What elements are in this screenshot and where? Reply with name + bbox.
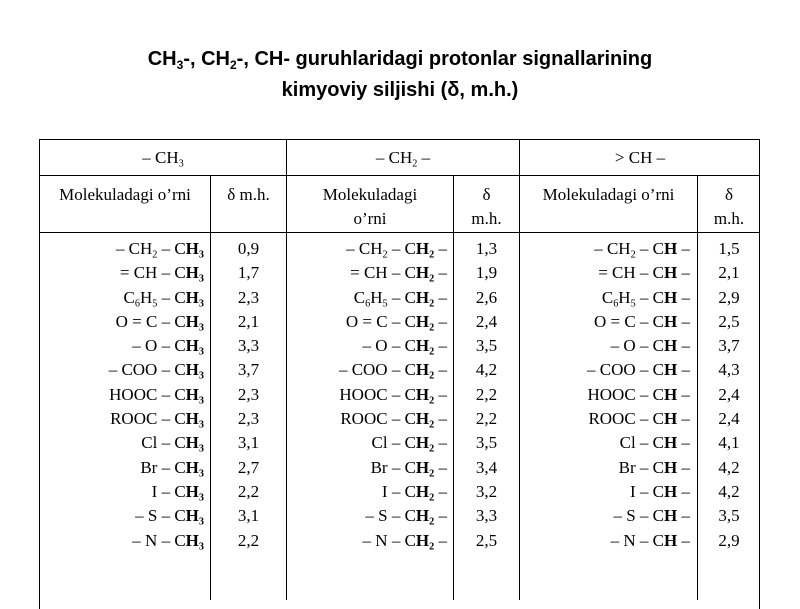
formula-part: H (370, 287, 383, 307)
subheader-ch-shift (698, 183, 760, 231)
ch3-position-row (40, 261, 204, 285)
formula-proton: H (664, 263, 678, 283)
formula-part: – (434, 506, 447, 526)
subheader-ch-position: Molekuladagi o’rni (542, 185, 675, 204)
ch3-position-row (40, 431, 204, 455)
formula-subscript: 2 (630, 249, 636, 261)
formula-proton: H (415, 384, 430, 404)
header-ch-base: > CH – (614, 148, 666, 167)
formula-proton: H (415, 336, 430, 356)
header-ch2-base: – CH (375, 148, 413, 167)
formula-proton: H (415, 239, 430, 258)
ch3-shift-value: 3,1 (237, 506, 260, 526)
formula-proton: H (664, 336, 678, 356)
formula-part: – (434, 457, 447, 477)
formula-proton: H (185, 409, 199, 429)
formula-part: Br – C (618, 457, 665, 477)
header-ch2-sub: 2 (412, 158, 418, 170)
ch3-shift-value: 3,3 (237, 336, 260, 356)
formula-proton: H (415, 457, 430, 477)
formula-proton: H (664, 239, 678, 258)
ch2-position-row (287, 407, 447, 431)
ch-shift-list (698, 237, 760, 553)
ch2-position-row (287, 237, 447, 261)
ch2-position-row (287, 504, 447, 528)
title-rest: -, CH- guruhlaridagi protonlar signallarining (236, 48, 653, 70)
formula-proton-subscript: 2 (429, 273, 435, 285)
formula-part: – (677, 457, 690, 477)
formula-part: Cl – C (619, 433, 665, 453)
ch3-position-row (40, 456, 204, 480)
formula-proton-subscript: 3 (198, 346, 204, 358)
formula-part: – (434, 287, 447, 307)
ch-shift-value: 2,4 (718, 409, 740, 429)
formula-subscript: 2 (382, 249, 388, 261)
ch3-shift-value: 2,3 (237, 287, 260, 307)
ch-shift-value: 2,4 (718, 384, 740, 404)
formula-part: – (677, 433, 690, 453)
formula-proton: H (185, 433, 199, 453)
formula-proton: H (185, 287, 199, 307)
table-rule-subheader (39, 232, 760, 233)
subheader-ch2-position-l2: o’rni (353, 209, 387, 228)
title-ch3-sub: 3 (176, 58, 184, 73)
formula-part: – S – C (613, 506, 665, 526)
formula-proton-subscript: 3 (198, 322, 204, 334)
ch-position-row (520, 504, 690, 528)
page-title (0, 44, 800, 106)
ch-position-row (520, 480, 690, 504)
subheader-ch-shift-l2: m.h. (713, 209, 745, 228)
formula-part: – (434, 239, 447, 258)
ch-position-row (520, 261, 690, 285)
formula-proton: H (415, 409, 430, 429)
formula-part: – N – C (132, 530, 186, 550)
subheader-ch2-shift (454, 183, 519, 231)
formula-part: – CH (346, 239, 383, 258)
ch2-position-row (287, 286, 447, 310)
formula-part: – N – C (362, 530, 416, 550)
formula-proton: H (415, 287, 430, 307)
ch3-position-row (40, 504, 204, 528)
formula-proton: H (415, 530, 430, 550)
ch3-shift-value: 2,7 (237, 457, 260, 477)
formula-part: – (677, 239, 690, 258)
subheader-ch3-shift: δ m.h. (227, 185, 270, 204)
ch3-position-row (40, 310, 204, 334)
formula-proton-subscript: 3 (198, 468, 204, 480)
formula-part: = CH – C (119, 263, 186, 283)
ch3-shift-value: 2,2 (237, 530, 260, 550)
formula-proton-subscript: 2 (429, 371, 435, 383)
formula-part: ROOC – C (588, 409, 665, 429)
ch2-position-row (287, 383, 447, 407)
formula-part: – (677, 530, 690, 550)
formula-part: Cl – C (371, 433, 416, 453)
ch-position-row (520, 407, 690, 431)
ch-shift-value: 2,9 (718, 287, 740, 307)
formula-part: H (139, 287, 153, 307)
formula-part: – (677, 287, 690, 307)
table-rule-header (39, 175, 760, 176)
formula-part: ROOC – C (110, 409, 186, 429)
ch3-position-row (40, 334, 204, 358)
ch-shift-value: 4,1 (718, 433, 740, 453)
ch-position-row (520, 358, 690, 382)
formula-part: – (434, 409, 447, 429)
ch-shift-value: 3,7 (718, 336, 740, 356)
formula-part: I – C (381, 481, 416, 501)
formula-part: HOOC – C (587, 384, 665, 404)
formula-proton: H (185, 384, 199, 404)
formula-part: – C (387, 287, 416, 307)
formula-proton: H (185, 239, 199, 258)
formula-proton-subscript: 2 (429, 516, 435, 528)
ch2-position-row (287, 358, 447, 382)
ch2-shift-value: 2,6 (475, 287, 498, 307)
ch3-position-row (40, 383, 204, 407)
header-ch3 (40, 148, 286, 168)
header-ch2 (287, 148, 519, 168)
formula-proton-subscript: 3 (198, 516, 204, 528)
formula-proton: H (664, 287, 678, 307)
formula-part: – S – C (135, 506, 186, 526)
formula-subscript: 5 (382, 298, 388, 310)
ch-shift-value: 2,1 (718, 263, 740, 283)
subheader-ch2-position (287, 183, 453, 231)
formula-part: – CH (594, 239, 631, 258)
formula-part: O = C – C (345, 311, 416, 331)
ch-position-row (520, 334, 690, 358)
ch2-shift-value: 2,2 (475, 384, 498, 404)
formula-subscript: 6 (134, 298, 140, 310)
formula-subscript: 6 (365, 298, 371, 310)
formula-part: ROOC – C (340, 409, 416, 429)
ch-shift-value: 4,2 (718, 457, 740, 477)
formula-proton: H (185, 530, 199, 550)
formula-proton: H (415, 263, 430, 283)
formula-part: I – C (151, 481, 186, 501)
formula-part: – C (157, 287, 186, 307)
formula-part: H (618, 287, 631, 307)
ch2-shift-value: 1,3 (475, 239, 498, 258)
ch3-shift-value: 2,3 (237, 384, 260, 404)
formula-part: C (123, 287, 135, 307)
formula-proton-subscript: 2 (429, 395, 435, 407)
formula-part: – S – C (365, 506, 416, 526)
ch-position-row (520, 383, 690, 407)
formula-proton-subscript: 3 (198, 371, 204, 383)
formula-proton: H (185, 506, 199, 526)
ch2-position-row (287, 310, 447, 334)
formula-proton: H (415, 433, 430, 453)
formula-part: – COO – C (108, 360, 186, 380)
formula-part: – (434, 263, 447, 283)
formula-part: – (434, 481, 447, 501)
formula-proton: H (664, 433, 678, 453)
ch2-shift-value: 2,2 (475, 409, 498, 429)
subheader-ch2-shift-l1: δ (482, 185, 491, 204)
formula-part: – (677, 263, 690, 283)
formula-proton: H (664, 360, 678, 380)
header-ch (520, 148, 760, 168)
formula-proton-subscript: 2 (429, 419, 435, 431)
formula-part: O = C – C (115, 311, 186, 331)
formula-proton-subscript: 2 (429, 443, 435, 455)
formula-part: HOOC – C (109, 384, 186, 404)
formula-proton-subscript: 3 (198, 273, 204, 285)
ch2-position-list (287, 237, 447, 553)
formula-proton-subscript: 2 (429, 541, 435, 553)
ch2-shift-value: 3,3 (475, 506, 498, 526)
formula-proton: H (185, 360, 199, 380)
subheader-ch-shift-l1: δ (724, 185, 733, 204)
formula-proton: H (415, 360, 430, 380)
ch2-position-row (287, 261, 447, 285)
formula-proton: H (415, 311, 430, 331)
ch-shift-value: 2,5 (718, 311, 740, 331)
header-ch2-post: – (417, 148, 431, 167)
ch2-shift-value: 3,2 (475, 481, 498, 501)
formula-subscript: 2 (152, 249, 158, 261)
formula-proton-subscript: 3 (198, 419, 204, 431)
formula-proton-subscript: 2 (429, 322, 435, 334)
ch-position-list (520, 237, 690, 553)
formula-proton: H (415, 506, 430, 526)
ch2-position-row (287, 480, 447, 504)
formula-proton: H (185, 336, 199, 356)
formula-proton: H (185, 457, 199, 477)
ch-position-row (520, 237, 690, 261)
ch3-shift-value: 2,2 (237, 481, 260, 501)
ch3-position-row (40, 358, 204, 382)
ch2-shift-value: 2,4 (475, 311, 498, 331)
formula-part: Br – C (140, 457, 186, 477)
ch2-shift-list (454, 237, 519, 553)
ch-position-row (520, 456, 690, 480)
subheader-ch2-shift-l2: m.h. (471, 209, 502, 228)
formula-proton: H (664, 506, 678, 526)
formula-part: C (601, 287, 614, 307)
formula-part: – CH (115, 239, 153, 258)
formula-proton-subscript: 2 (429, 468, 435, 480)
formula-part: – O – C (610, 336, 665, 356)
formula-part: – C (157, 239, 186, 258)
formula-proton-subscript: 3 (198, 492, 204, 504)
ch2-position-row (287, 334, 447, 358)
ch3-position-row (40, 407, 204, 431)
formula-part: – COO – C (338, 360, 416, 380)
ch3-shift-list (211, 237, 286, 553)
title-ch2-sub: 2 (229, 58, 237, 73)
formula-proton: H (664, 384, 678, 404)
ch-shift-value: 4,2 (718, 481, 740, 501)
title-line-1 (0, 44, 800, 75)
formula-proton: H (185, 311, 199, 331)
formula-part: Br – C (370, 457, 416, 477)
formula-part: O = C – C (593, 311, 665, 331)
ch-shift-value: 4,3 (718, 360, 740, 380)
formula-proton: H (185, 481, 199, 501)
ch-position-row (520, 286, 690, 310)
formula-part: – (434, 384, 447, 404)
ch3-position-row (40, 286, 204, 310)
formula-proton-subscript: 2 (429, 298, 435, 310)
ch3-position-row (40, 237, 204, 261)
formula-proton: H (185, 263, 199, 283)
formula-part: I – C (630, 481, 665, 501)
ch-shift-value: 3,5 (718, 506, 740, 526)
ch3-position-list (40, 237, 204, 553)
ch2-shift-value: 1,9 (475, 263, 498, 283)
title-ch3-base: CH (147, 48, 177, 70)
formula-proton-subscript: 3 (198, 443, 204, 455)
formula-part: – (677, 336, 690, 356)
ch2-position-row (287, 529, 447, 553)
ch2-position-row (287, 431, 447, 455)
header-ch3-base: – CH (142, 148, 179, 167)
formula-part: – (677, 311, 690, 331)
ch-position-row (520, 310, 690, 334)
ch3-position-row (40, 480, 204, 504)
ch2-shift-value: 4,2 (475, 360, 498, 380)
subheader-ch2-position-l1: Molekuladagi (322, 185, 418, 204)
ch3-shift-value: 2,3 (237, 409, 260, 429)
subheader-ch3-position: Molekuladagi o’rni (59, 185, 191, 204)
formula-part: – (677, 384, 690, 404)
formula-proton-subscript: 3 (198, 541, 204, 553)
formula-part: – C (387, 239, 416, 258)
formula-part: – (434, 433, 447, 453)
ch2-position-row (287, 456, 447, 480)
formula-part: – (677, 409, 690, 429)
formula-proton: H (664, 409, 678, 429)
formula-proton-subscript: 2 (429, 346, 435, 358)
formula-proton: H (664, 311, 678, 331)
formula-part: C (353, 287, 366, 307)
formula-part: – C (635, 287, 665, 307)
formula-proton: H (415, 481, 430, 501)
title-ch2-base: -, CH (183, 48, 230, 70)
formula-part: = CH – C (598, 263, 665, 283)
formula-part: Cl – C (141, 433, 186, 453)
formula-part: – N – C (610, 530, 665, 550)
formula-part: – COO – C (587, 360, 665, 380)
formula-proton-subscript: 3 (198, 298, 204, 310)
formula-part: – (677, 506, 690, 526)
formula-part: – C (635, 239, 665, 258)
formula-proton: H (664, 457, 678, 477)
ch3-shift-value: 2,1 (237, 311, 260, 331)
ch3-shift-value: 3,1 (237, 433, 260, 453)
formula-proton: H (664, 481, 678, 501)
formula-part: – (434, 360, 447, 380)
formula-part: = CH – C (350, 263, 416, 283)
formula-part: HOOC – C (339, 384, 416, 404)
header-ch3-sub: 3 (178, 158, 184, 170)
ch-shift-value: 1,5 (718, 239, 740, 258)
formula-proton: H (664, 530, 678, 550)
formula-proton-subscript: 2 (429, 492, 435, 504)
formula-subscript: 6 (613, 298, 619, 310)
formula-part: – (434, 311, 447, 331)
ch3-shift-value: 1,7 (237, 263, 260, 283)
ch-position-row (520, 529, 690, 553)
ch3-shift-value: 3,7 (237, 360, 260, 380)
ch2-shift-value: 3,4 (475, 457, 498, 477)
formula-part: – O – C (362, 336, 416, 356)
formula-proton-subscript: 3 (198, 249, 204, 261)
formula-subscript: 5 (152, 298, 158, 310)
ch3-shift-value: 0,9 (237, 239, 260, 258)
ch3-position-row (40, 529, 204, 553)
formula-proton-subscript: 2 (429, 249, 435, 261)
formula-part: – (677, 481, 690, 501)
formula-part: – O – C (132, 336, 186, 356)
ch-position-row (520, 431, 690, 455)
title-line-2: kimyoviy siljishi (δ, m.h.) (281, 79, 519, 101)
ch-shift-value: 2,9 (718, 530, 740, 550)
formula-part: – (677, 360, 690, 380)
formula-proton-subscript: 3 (198, 395, 204, 407)
ch2-shift-value: 3,5 (475, 336, 498, 356)
formula-part: – (434, 336, 447, 356)
formula-subscript: 5 (630, 298, 636, 310)
ch2-shift-value: 2,5 (475, 530, 498, 550)
ch2-shift-value: 3,5 (475, 433, 498, 453)
formula-part: – (434, 530, 447, 550)
